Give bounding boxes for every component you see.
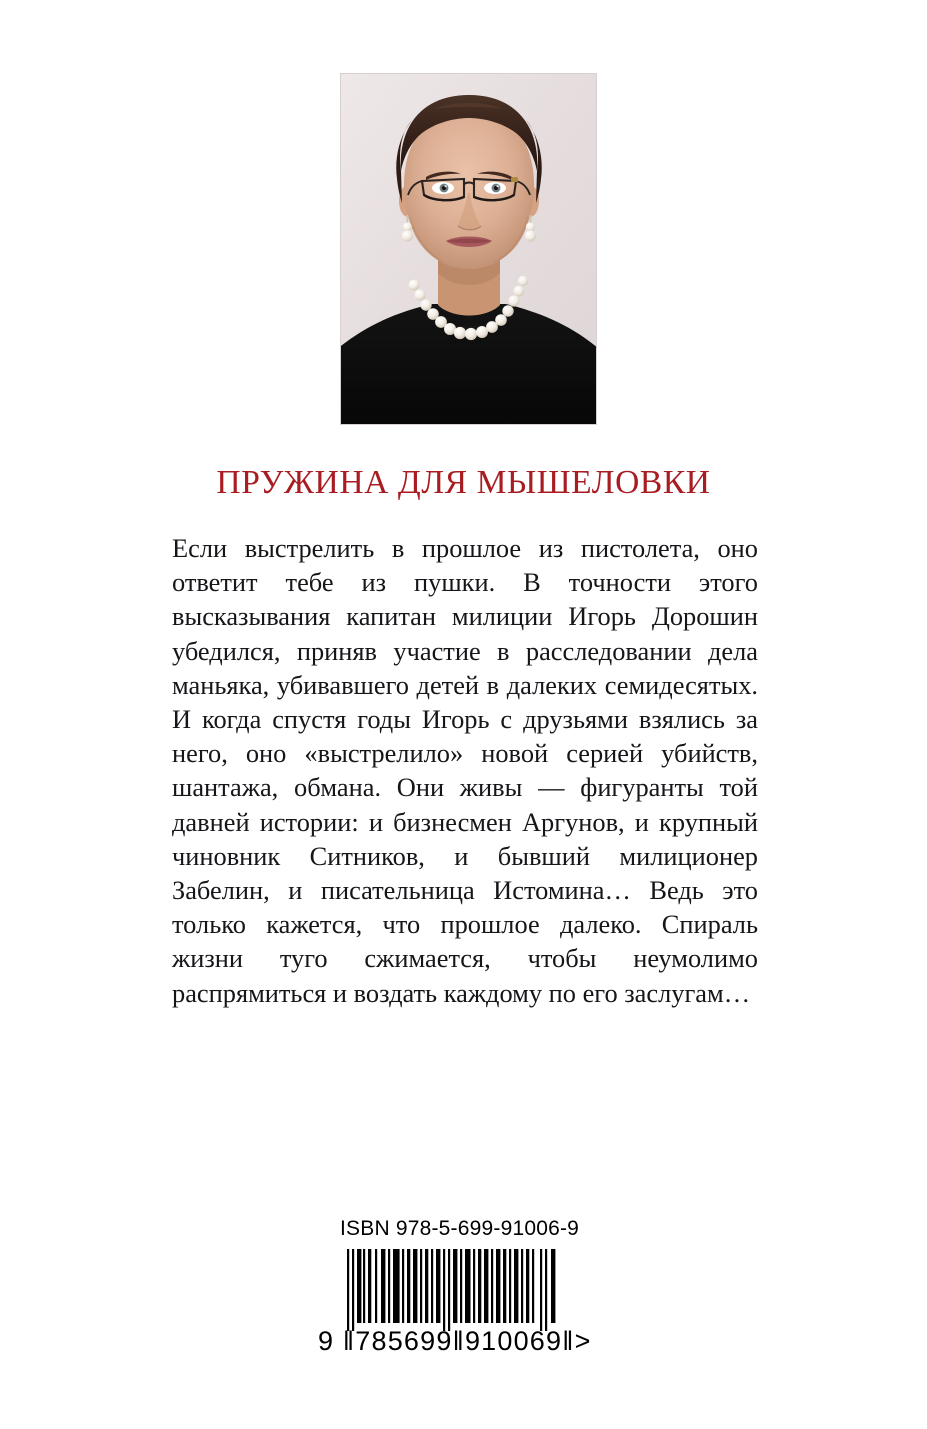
isbn-block bbox=[340, 1216, 580, 1242]
isbn-text: ISBN 978-5-699-91006-9 bbox=[340, 1217, 580, 1240]
barcode-digit-group-2: 910069 bbox=[464, 1326, 563, 1356]
book-title: ПРУЖИНА ДЛЯ МЫШЕЛОВКИ bbox=[216, 464, 711, 501]
barcode-digit-prefix: 9 bbox=[318, 1326, 335, 1356]
barcode-digit-group-1: 785699 bbox=[355, 1326, 453, 1356]
barcode-image bbox=[343, 1249, 559, 1331]
author-photo-illustration bbox=[340, 73, 597, 425]
barcode-human-readable bbox=[318, 1326, 592, 1356]
author-photo bbox=[340, 73, 597, 425]
blurb-paragraph: Если выстрелить в прошлое из пистолета, оно ответит тебе из пушки. В точности этого высказывания капитан милиции Игорь Дорошин убедился, приняв участие в расследовании дела маньяка, убивавшего детей в далеких семидесятых. И когда спустя годы Игорь с друзьями взялись за него, оно «выстрелило» новой серией убийств, шантажа, обмана. Они живы — фигуранты той давней истории: и бизнесмен Аргунов, и крупный чиновник Ситников, и бывший милиционер Забелин, и писательница Истомина… Ведь это только кажется, что прошлое далеко. Спираль жизни туго сжимается, чтобы неумолимо распрямиться и воздать каждому по его заслугам… bbox=[172, 533, 758, 1008]
ean13-barcode-bars bbox=[343, 1249, 559, 1331]
barcode-terminator: > bbox=[574, 1326, 592, 1356]
barcode-bar-mark-3: ‖ bbox=[562, 1326, 575, 1356]
barcode-bar-mark-1: ‖ bbox=[342, 1326, 356, 1356]
blurb-text bbox=[172, 531, 758, 1010]
barcode-bar-mark-2: ‖ bbox=[452, 1326, 465, 1356]
